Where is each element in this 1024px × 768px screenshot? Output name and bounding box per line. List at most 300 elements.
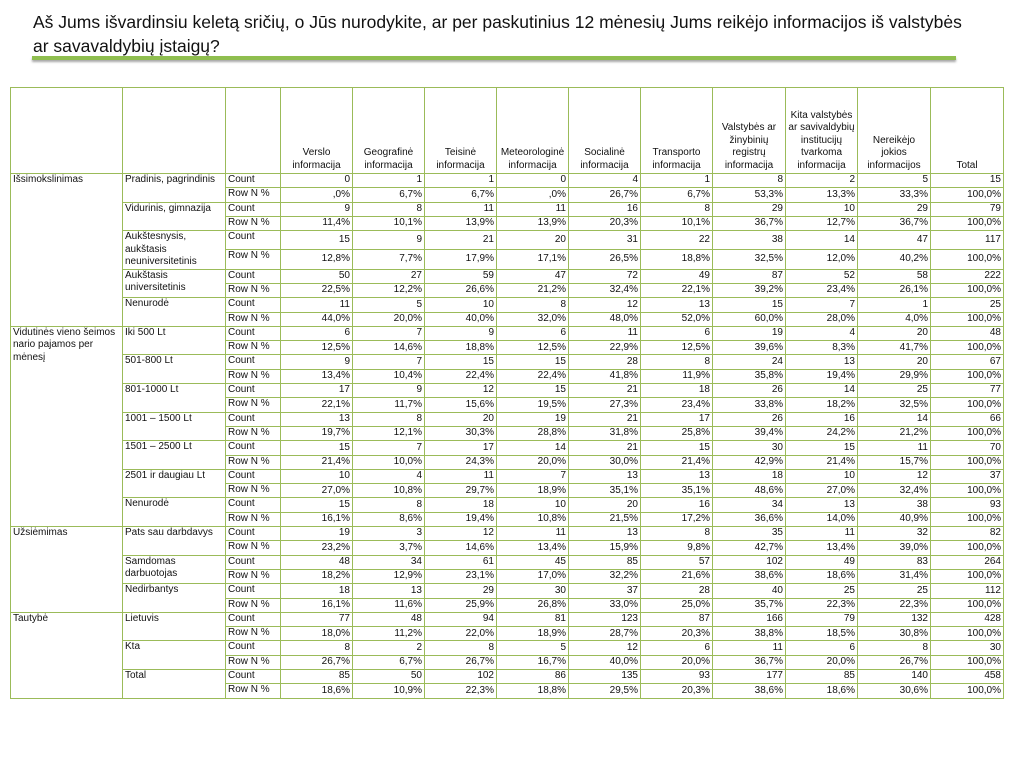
value-cell: 11	[497, 527, 569, 541]
value-cell: 100,0%	[931, 455, 1004, 469]
value-cell: 20,3%	[569, 216, 641, 230]
value-cell: 82	[931, 527, 1004, 541]
value-cell: 18	[425, 498, 497, 512]
value-cell: 8	[281, 641, 353, 655]
value-cell: 26	[713, 412, 786, 426]
subgroup-label: Pradinis, pagrindinis	[123, 174, 226, 203]
value-cell: 53,3%	[713, 188, 786, 202]
value-cell: 3,7%	[353, 541, 425, 555]
column-header: Valstybės ar žinybinių registrų informacija	[713, 88, 786, 174]
value-cell: 100,0%	[931, 512, 1004, 526]
value-cell: 77	[281, 612, 353, 626]
value-cell: 7	[786, 298, 858, 312]
value-cell: 8	[353, 202, 425, 216]
value-cell: 26,1%	[858, 283, 931, 297]
value-cell: 85	[786, 670, 858, 684]
value-cell: 40,2%	[858, 250, 931, 269]
value-cell: 14	[497, 441, 569, 455]
value-cell: 22	[641, 231, 713, 250]
value-cell: 49	[786, 555, 858, 569]
value-cell: 22,3%	[786, 598, 858, 612]
value-cell: 6	[641, 326, 713, 340]
value-cell: 40,9%	[858, 512, 931, 526]
value-cell: 31,8%	[569, 426, 641, 440]
value-cell: 13	[786, 498, 858, 512]
column-header: Geografinė informacija	[353, 88, 425, 174]
stat-label: Count	[226, 441, 281, 455]
value-cell: 35,7%	[713, 598, 786, 612]
value-cell: 29	[858, 202, 931, 216]
header-empty-cell	[226, 88, 281, 174]
value-cell: 8,6%	[353, 512, 425, 526]
value-cell: 13,4%	[786, 541, 858, 555]
stat-label: Row N %	[226, 341, 281, 355]
table-row-count	[11, 384, 1004, 398]
value-cell: 30,6%	[858, 684, 931, 698]
stat-label: Row N %	[226, 484, 281, 498]
table-row-count	[11, 326, 1004, 340]
table-row-count	[11, 298, 1004, 312]
value-cell: 48	[931, 326, 1004, 340]
value-cell: 18	[713, 469, 786, 483]
subgroup-label: Pats sau darbdavys	[123, 527, 226, 556]
value-cell: 12	[858, 469, 931, 483]
value-cell: 28	[641, 584, 713, 598]
value-cell: 21,5%	[569, 512, 641, 526]
stat-label: Count	[226, 355, 281, 369]
subgroup-label: 801-1000 Lt	[123, 384, 226, 413]
value-cell: 12,8%	[281, 250, 353, 269]
table-row-count	[11, 231, 1004, 250]
value-cell: 21,2%	[858, 426, 931, 440]
table-row-count	[11, 498, 1004, 512]
value-cell: 67	[931, 355, 1004, 369]
value-cell: 20,0%	[497, 455, 569, 469]
group-label: Užsiėmimas	[11, 527, 123, 613]
value-cell: 9,8%	[641, 541, 713, 555]
value-cell: 10	[497, 498, 569, 512]
value-cell: 21,4%	[281, 455, 353, 469]
value-cell: 100,0%	[931, 598, 1004, 612]
value-cell: 123	[569, 612, 641, 626]
column-header: Teisinė informacija	[425, 88, 497, 174]
subgroup-label: Lietuvis	[123, 612, 226, 641]
value-cell: 35,1%	[641, 484, 713, 498]
value-cell: 6	[497, 326, 569, 340]
value-cell: 8	[641, 355, 713, 369]
value-cell: 33,8%	[713, 398, 786, 412]
value-cell: 2	[353, 641, 425, 655]
value-cell: 25	[858, 584, 931, 598]
table-row-count	[11, 584, 1004, 598]
stat-label: Row N %	[226, 369, 281, 383]
value-cell: 11,6%	[353, 598, 425, 612]
value-cell: 22,0%	[425, 627, 497, 641]
value-cell: 72	[569, 269, 641, 283]
value-cell: 8	[353, 412, 425, 426]
value-cell: 13	[281, 412, 353, 426]
value-cell: 18	[641, 384, 713, 398]
value-cell: 47	[497, 269, 569, 283]
value-cell: 17,2%	[641, 512, 713, 526]
value-cell: 40,0%	[569, 655, 641, 669]
value-cell: 11,2%	[353, 627, 425, 641]
value-cell: 35,8%	[713, 369, 786, 383]
value-cell: 26,6%	[425, 283, 497, 297]
value-cell: 21,6%	[641, 569, 713, 583]
value-cell: 39,0%	[858, 541, 931, 555]
value-cell: 30,3%	[425, 426, 497, 440]
header-row	[11, 88, 1004, 174]
value-cell: 15,6%	[425, 398, 497, 412]
value-cell: 13	[786, 355, 858, 369]
value-cell: 25	[858, 384, 931, 398]
value-cell: 21	[569, 441, 641, 455]
value-cell: 32,2%	[569, 569, 641, 583]
value-cell: 24,3%	[425, 455, 497, 469]
value-cell: 22,1%	[641, 283, 713, 297]
value-cell: 8	[858, 641, 931, 655]
value-cell: 2	[786, 174, 858, 188]
value-cell: 7	[353, 326, 425, 340]
value-cell: 38	[858, 498, 931, 512]
value-cell: 100,0%	[931, 369, 1004, 383]
value-cell: 60,0%	[713, 312, 786, 326]
value-cell: 49	[641, 269, 713, 283]
value-cell: 18	[281, 584, 353, 598]
value-cell: 22,9%	[569, 341, 641, 355]
value-cell: 28,8%	[497, 426, 569, 440]
subgroup-label: Vidurinis, gimnazija	[123, 202, 226, 231]
value-cell: 29,7%	[425, 484, 497, 498]
value-cell: 18,6%	[281, 684, 353, 698]
value-cell: 166	[713, 612, 786, 626]
value-cell: 15,7%	[858, 455, 931, 469]
value-cell: 14,6%	[425, 541, 497, 555]
value-cell: 22,3%	[858, 598, 931, 612]
value-cell: 39,4%	[713, 426, 786, 440]
value-cell: 14	[786, 384, 858, 398]
stat-label: Count	[226, 584, 281, 598]
value-cell: 20	[425, 412, 497, 426]
stat-label: Count	[226, 670, 281, 684]
value-cell: 12,5%	[497, 341, 569, 355]
value-cell: 23,4%	[641, 398, 713, 412]
value-cell: 11	[425, 469, 497, 483]
value-cell: 87	[641, 612, 713, 626]
stat-label: Count	[226, 231, 281, 250]
value-cell: 30	[931, 641, 1004, 655]
value-cell: 28,7%	[569, 627, 641, 641]
subgroup-label: Kta	[123, 641, 226, 670]
value-cell: 100,0%	[931, 569, 1004, 583]
value-cell: 100,0%	[931, 541, 1004, 555]
value-cell: 19	[497, 412, 569, 426]
table-row-count	[11, 612, 1004, 626]
value-cell: 12,5%	[641, 341, 713, 355]
value-cell: 40,0%	[425, 312, 497, 326]
value-cell: 39,6%	[713, 341, 786, 355]
value-cell: 100,0%	[931, 484, 1004, 498]
value-cell: 19,4%	[425, 512, 497, 526]
value-cell: 70	[931, 441, 1004, 455]
value-cell: 81	[497, 612, 569, 626]
table-row-count	[11, 527, 1004, 541]
stat-label: Count	[226, 298, 281, 312]
value-cell: 20,0%	[353, 312, 425, 326]
value-cell: 10,0%	[353, 455, 425, 469]
value-cell: 93	[641, 670, 713, 684]
table-row-count	[11, 174, 1004, 188]
value-cell: 42,9%	[713, 455, 786, 469]
value-cell: 11	[713, 641, 786, 655]
value-cell: 15	[931, 174, 1004, 188]
value-cell: 10	[281, 469, 353, 483]
value-cell: 18,0%	[281, 627, 353, 641]
subgroup-label: 1501 – 2500 Lt	[123, 441, 226, 470]
column-header: Kita valstybės ar savivaldybių institucijų tvarkoma informacija	[786, 88, 858, 174]
value-cell: 11,9%	[641, 369, 713, 383]
value-cell: 57	[641, 555, 713, 569]
value-cell: 32,4%	[858, 484, 931, 498]
title-underline	[32, 56, 956, 60]
value-cell: 27,0%	[281, 484, 353, 498]
value-cell: 20,3%	[641, 684, 713, 698]
value-cell: 20	[497, 231, 569, 250]
value-cell: 100,0%	[931, 250, 1004, 269]
value-cell: 17,0%	[497, 569, 569, 583]
subgroup-label: Nedirbantys	[123, 584, 226, 613]
value-cell: 222	[931, 269, 1004, 283]
value-cell: 86	[497, 670, 569, 684]
value-cell: 100,0%	[931, 426, 1004, 440]
value-cell: ,0%	[281, 188, 353, 202]
value-cell: 18,6%	[786, 684, 858, 698]
stat-label: Row N %	[226, 216, 281, 230]
value-cell: 15	[786, 441, 858, 455]
value-cell: 264	[931, 555, 1004, 569]
value-cell: 33,3%	[858, 188, 931, 202]
column-header: Nereikėjo jokios informacijos	[858, 88, 931, 174]
value-cell: 8	[641, 202, 713, 216]
value-cell: 1	[641, 174, 713, 188]
value-cell: 22,3%	[425, 684, 497, 698]
value-cell: 15	[497, 355, 569, 369]
value-cell: 1	[425, 174, 497, 188]
value-cell: 7	[497, 469, 569, 483]
value-cell: 58	[858, 269, 931, 283]
value-cell: 25,9%	[425, 598, 497, 612]
value-cell: 16	[569, 202, 641, 216]
value-cell: 11	[281, 298, 353, 312]
value-cell: 47	[858, 231, 931, 250]
subgroup-label: Aukštesnysis, aukštasis neuniversitetinis	[123, 231, 226, 270]
value-cell: 8	[353, 498, 425, 512]
value-cell: 35,1%	[569, 484, 641, 498]
value-cell: 41,8%	[569, 369, 641, 383]
value-cell: 27,3%	[569, 398, 641, 412]
value-cell: 132	[858, 612, 931, 626]
value-cell: 17	[425, 441, 497, 455]
value-cell: 100,0%	[931, 684, 1004, 698]
value-cell: 23,1%	[425, 569, 497, 583]
value-cell: 100,0%	[931, 312, 1004, 326]
stat-label: Row N %	[226, 655, 281, 669]
value-cell: 6,7%	[425, 188, 497, 202]
value-cell: 9	[281, 355, 353, 369]
group-label: Tautybė	[11, 612, 123, 698]
value-cell: 37	[931, 469, 1004, 483]
value-cell: 17	[281, 384, 353, 398]
value-cell: 10,1%	[353, 216, 425, 230]
stat-label: Count	[226, 269, 281, 283]
stat-label: Count	[226, 202, 281, 216]
stat-label: Row N %	[226, 312, 281, 326]
value-cell: 77	[931, 384, 1004, 398]
value-cell: 26,7%	[425, 655, 497, 669]
value-cell: 29	[425, 584, 497, 598]
value-cell: 20,3%	[641, 627, 713, 641]
table-row-count	[11, 441, 1004, 455]
value-cell: 5	[497, 641, 569, 655]
value-cell: 20	[858, 326, 931, 340]
value-cell: 18,2%	[281, 569, 353, 583]
value-cell: 87	[713, 269, 786, 283]
value-cell: 26	[713, 384, 786, 398]
stat-label: Count	[226, 498, 281, 512]
group-label: Vidutinės vieno šeimos nario pajamos per mėnesį	[11, 326, 123, 526]
value-cell: 34	[713, 498, 786, 512]
stat-label: Row N %	[226, 398, 281, 412]
value-cell: 12	[425, 527, 497, 541]
value-cell: 6	[641, 641, 713, 655]
stat-label: Row N %	[226, 426, 281, 440]
value-cell: 22,5%	[281, 283, 353, 297]
value-cell: 52	[786, 269, 858, 283]
value-cell: 18,8%	[641, 250, 713, 269]
value-cell: 9	[425, 326, 497, 340]
table-row-count	[11, 412, 1004, 426]
subgroup-label: 2501 ir daugiau Lt	[123, 469, 226, 498]
value-cell: 12,9%	[353, 569, 425, 583]
value-cell: 10,4%	[353, 369, 425, 383]
value-cell: 44,0%	[281, 312, 353, 326]
value-cell: 100,0%	[931, 188, 1004, 202]
value-cell: 7	[353, 355, 425, 369]
value-cell: 30	[713, 441, 786, 455]
stat-label: Row N %	[226, 512, 281, 526]
value-cell: 37	[569, 584, 641, 598]
value-cell: 458	[931, 670, 1004, 684]
value-cell: 10,1%	[641, 216, 713, 230]
value-cell: 26,7%	[858, 655, 931, 669]
value-cell: 8	[713, 174, 786, 188]
value-cell: 36,6%	[713, 512, 786, 526]
value-cell: 14,0%	[786, 512, 858, 526]
value-cell: 16,1%	[281, 598, 353, 612]
value-cell: 100,0%	[931, 341, 1004, 355]
value-cell: 22,4%	[497, 369, 569, 383]
value-cell: 9	[353, 384, 425, 398]
value-cell: 13	[641, 298, 713, 312]
value-cell: 79	[931, 202, 1004, 216]
value-cell: 112	[931, 584, 1004, 598]
value-cell: 20	[569, 498, 641, 512]
value-cell: 20,0%	[786, 655, 858, 669]
value-cell: 1	[353, 174, 425, 188]
value-cell: 29,9%	[858, 369, 931, 383]
value-cell: 25	[786, 584, 858, 598]
value-cell: 29,5%	[569, 684, 641, 698]
value-cell: 3	[353, 527, 425, 541]
value-cell: 140	[858, 670, 931, 684]
value-cell: 19,4%	[786, 369, 858, 383]
subgroup-label: 1001 – 1500 Lt	[123, 412, 226, 441]
value-cell: 0	[281, 174, 353, 188]
value-cell: 50	[281, 269, 353, 283]
subgroup-label: Iki 500 Lt	[123, 326, 226, 355]
value-cell: 10,9%	[353, 684, 425, 698]
value-cell: 50	[353, 670, 425, 684]
value-cell: 93	[931, 498, 1004, 512]
value-cell: 117	[931, 231, 1004, 250]
value-cell: 19	[713, 326, 786, 340]
value-cell: 15	[281, 498, 353, 512]
value-cell: 21,4%	[786, 455, 858, 469]
value-cell: 100,0%	[931, 655, 1004, 669]
value-cell: 13,3%	[786, 188, 858, 202]
value-cell: 100,0%	[931, 627, 1004, 641]
value-cell: 4	[353, 469, 425, 483]
value-cell: 10,8%	[497, 512, 569, 526]
value-cell: 13	[641, 469, 713, 483]
stat-label: Row N %	[226, 250, 281, 269]
value-cell: 4	[569, 174, 641, 188]
table-row-count	[11, 355, 1004, 369]
value-cell: 17,1%	[497, 250, 569, 269]
value-cell: 38,8%	[713, 627, 786, 641]
value-cell: 52,0%	[641, 312, 713, 326]
value-cell: 4	[786, 326, 858, 340]
value-cell: 15	[281, 441, 353, 455]
value-cell: 79	[786, 612, 858, 626]
value-cell: 59	[425, 269, 497, 283]
value-cell: 24,2%	[786, 426, 858, 440]
value-cell: 100,0%	[931, 398, 1004, 412]
value-cell: 6,7%	[641, 188, 713, 202]
stat-label: Row N %	[226, 627, 281, 641]
subgroup-label: Nenurodė	[123, 498, 226, 527]
stat-label: Count	[226, 174, 281, 188]
value-cell: 5	[858, 174, 931, 188]
stat-label: Row N %	[226, 283, 281, 297]
column-header: Meteorologinė informacija	[497, 88, 569, 174]
value-cell: 12	[425, 384, 497, 398]
value-cell: 100,0%	[931, 283, 1004, 297]
value-cell: 8	[497, 298, 569, 312]
value-cell: 15	[281, 231, 353, 250]
stat-label: Row N %	[226, 188, 281, 202]
value-cell: 6,7%	[353, 188, 425, 202]
value-cell: 6	[281, 326, 353, 340]
value-cell: 19,7%	[281, 426, 353, 440]
value-cell: 0	[497, 174, 569, 188]
value-cell: 10	[425, 298, 497, 312]
value-cell: 12,0%	[786, 250, 858, 269]
value-cell: 36,7%	[858, 216, 931, 230]
value-cell: 15	[497, 384, 569, 398]
value-cell: 45	[497, 555, 569, 569]
